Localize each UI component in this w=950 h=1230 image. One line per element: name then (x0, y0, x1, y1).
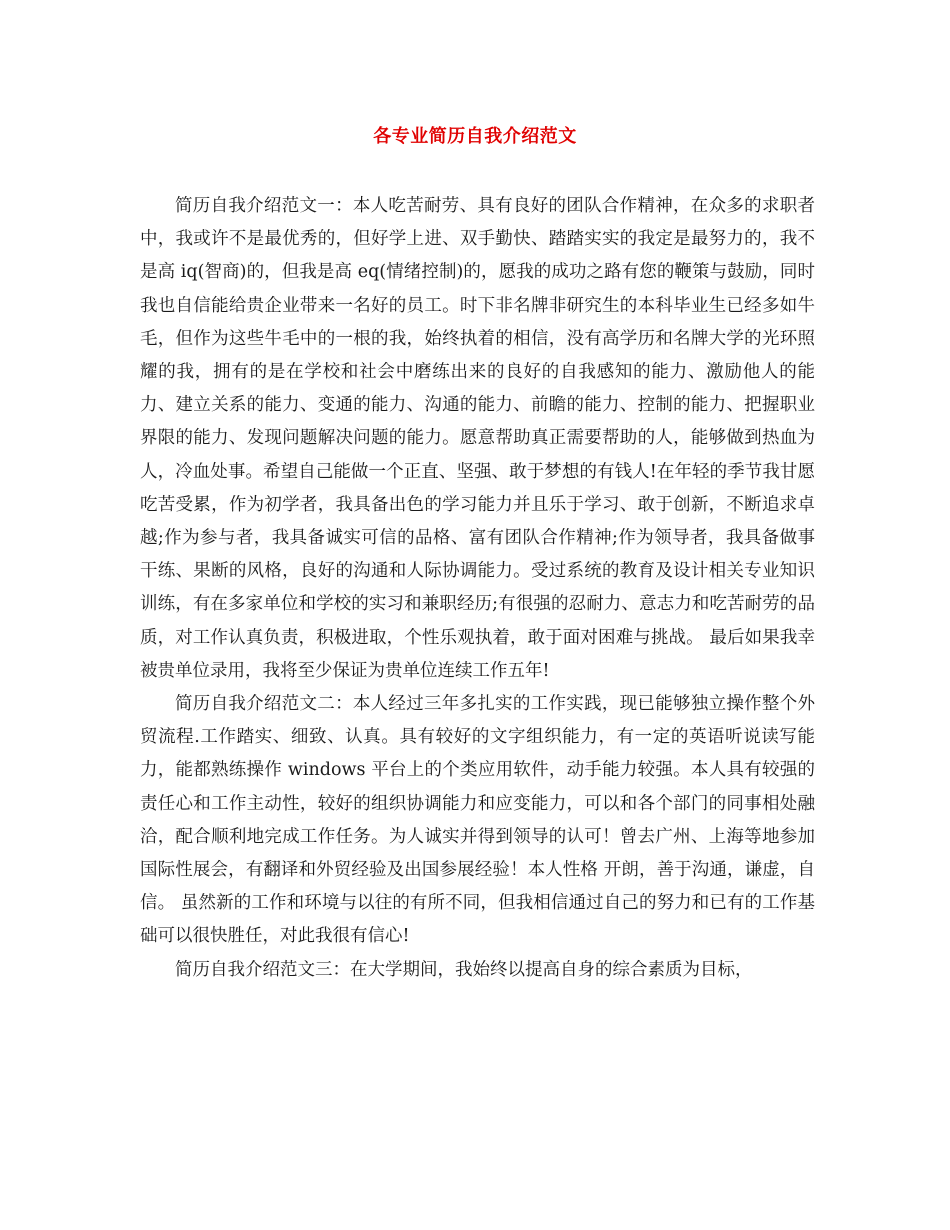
document-title: 各专业简历自我介绍范文 (373, 126, 577, 147)
paragraph-sample-two: 简历自我介绍范文二：本人经过三年多扎实的工作实践，现已能够独立操作整个外贸流程.工作踏实、细致、认真。具有较好的文字组织能力，有一定的英语听说读写能力，能都熟练操作 windows 平台上的个类应用软件，动手能力较强。本人具有较强的责任心和工作主动性，较好的组织协调能力和应变能力，可以和各个部门的同事相处融洽，配合顺利地完成工作任务。为人诚实并得到领导的认可！曾去广州、上海等地参加国际性展会，有翻译和外贸经验及出国参展经验！本人性格 开朗，善于沟通，谦虚，自信。 虽然新的工作和环境与以往的有所不同，但我相信通过自己的努力和已有的工作基础可以很快胜任，对此我很有信心! (140, 694, 815, 947)
document-body (140, 190, 815, 987)
paragraph-sample-one: 简历自我介绍范文一：本人吃苦耐劳、具有良好的团队合作精神，在众多的求职者中，我或许不是最优秀的，但好学上进、双手勤快、踏踏实实的我定是最努力的，我不是高 iq(智商)的，但我是高 eq(情绪控制)的，愿我的成功之路有您的鞭策与鼓励，同时我也自信能给贵企业带来一名好的员工。时下非名牌非研究生的本科毕业生已经多如牛毛，但作为这些牛毛中的一根的我，始终执着的相信，没有高学历和名牌大学的光环照耀的我，拥有的是在学校和社会中磨练出来的良好的自我感知的能力、激励他人的能力、建立关系的能力、变通的能力、沟通的能力、前瞻的能力、控制的能力、把握职业界限的能力、发现问题解决问题的能力。愿意帮助真正需要帮助的人，能够做到热血为人，冷血处事。希望自己能做一个正直、坚强、敢于梦想的有钱人!在年轻的季节我甘愿吃苦受累，作为初学者，我具备出色的学习能力并且乐于学习、敢于创新，不断追求卓越;作为参与者，我具备诚实可信的品格、富有团队合作精神;作为领导者，我具备做事干练、果断的风格，良好的沟通和人际协调能力。受过系统的教育及设计相关专业知识训练，有在多家单位和学校的实习和兼职经历;有很强的忍耐力、意志力和吃苦耐劳的品质，对工作认真负责，积极进取，个性乐观执着，敢于面对困难与挑战。 最后如果我幸被贵单位录用，我将至少保证为贵单位连续工作五年! (140, 196, 815, 681)
paragraph-sample-three: 简历自我介绍范文三：在大学期间，我始终以提高自身的综合素质为目标， (175, 959, 753, 980)
